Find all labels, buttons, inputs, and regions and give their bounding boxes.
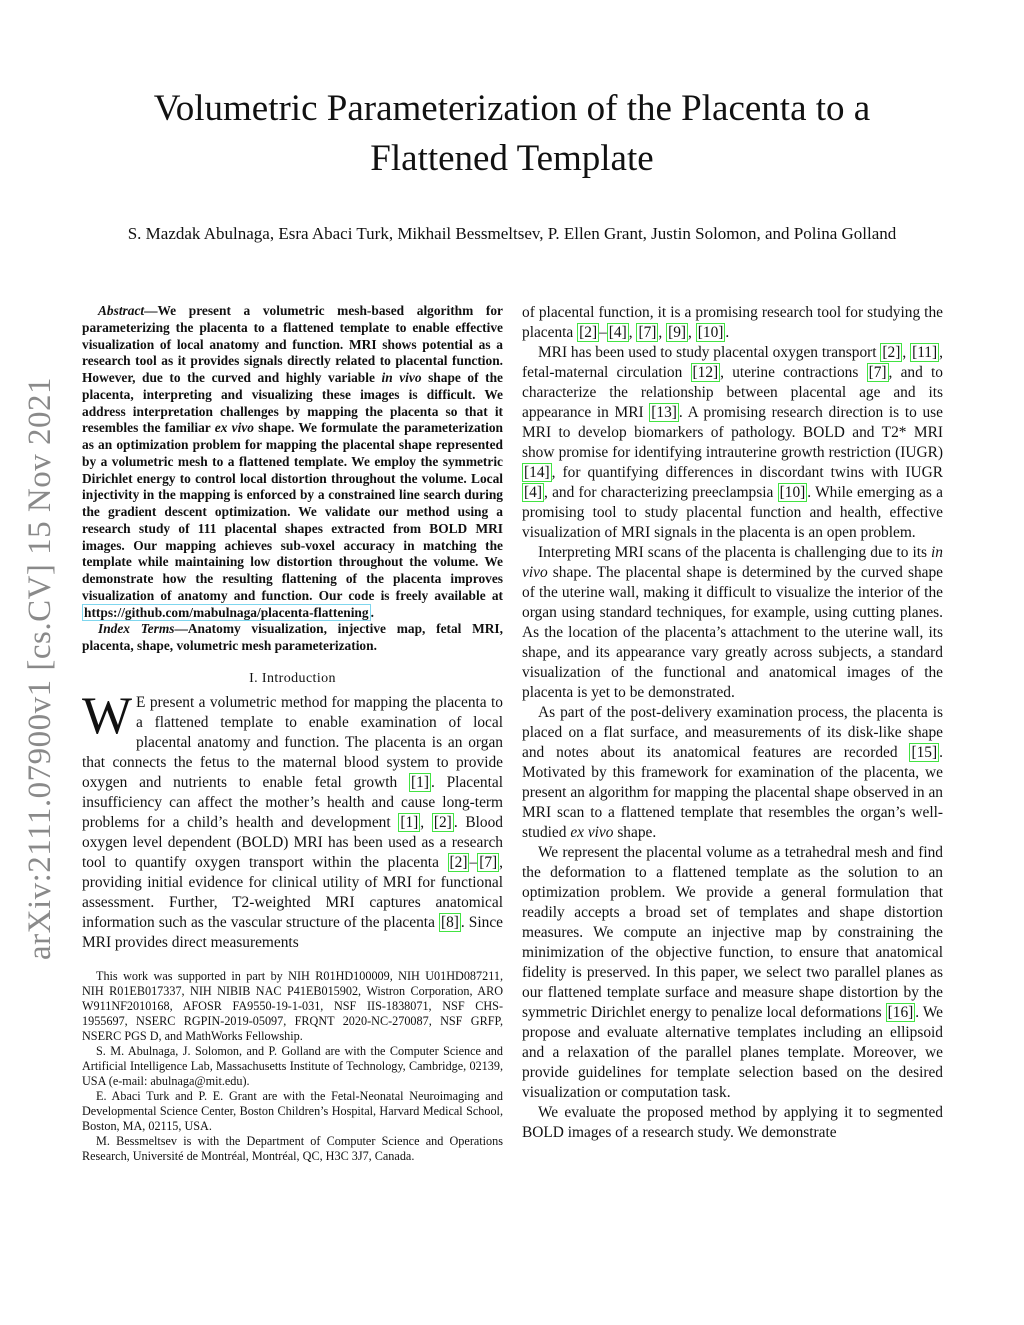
body-paragraph: We represent the placental volume as a tetrahedral mesh and find the deformation to a flattened template as the solution to an optimization problem. We provide a general formulation that readily accepts a broad set of templates and shape distortion measures. We compute an injective map by constraining the minimization of the objective function, to ensure that anatomical fidelity is preserved. In this paper, we select two parallel planes as our flattened template surface and measure shape distortion by the symmetric Dirichlet energy to penalize local deformations [16] . We propose and evaluate alternative templates including an ellipsoid and a relaxation of the parallel planes template. Moreover, we provide guidelines for template selection based on the desired visualization or computation task. — [522, 844, 943, 1101]
section-heading: I. Introduction — [249, 670, 336, 686]
citation-link[interactable]: [10] — [779, 484, 806, 501]
citation-link[interactable]: [2] — [449, 853, 468, 871]
author-list: S. Mazdak Abulnaga, Esra Abaci Turk, Mikhail Bessmeltsev, P. Ellen Grant, Justin Solomon, and Polina Golland — [127, 224, 897, 243]
footnote: M. Bessmeltsev is with the Department of Computer Science and Operations Research, Université de Montréal, Montréal, QC, H3C 3J7, Canada. — [82, 1133, 503, 1163]
citation-link[interactable]: [11] — [912, 344, 938, 361]
citation-link[interactable]: [12] — [692, 364, 719, 381]
paper-title — [60, 84, 964, 184]
citation-link[interactable]: [2] — [433, 813, 452, 831]
citation-link[interactable]: [1] — [400, 813, 419, 831]
citation-link[interactable]: [16] — [887, 1004, 914, 1021]
drop-cap: W — [82, 686, 133, 745]
body-paragraph: Interpreting MRI scans of the placenta is challenging due to its in vivo shape. The placental shape is determined by the curved shape of the uterine wall, making it difficult to visualize the interior of the organ using standard techniques, for example, using cutting planes. As the location of the placenta’s attachment to the uterine wall, its shape, and its appearance vary greatly across subjects, a standard visualization of the functional and anatomical images of the placenta is yet to be demonstrated. — [522, 544, 943, 701]
citation-link[interactable]: [4] — [608, 324, 627, 341]
footnote: S. M. Abulnaga, J. Solomon, and P. Golland are with the Computer Science and Artificial Intelligence Lab, Massachusetts Institute of Technology, Cambridge, 02139, USA (e-mail: abulnaga@mit.edu). — [82, 1043, 503, 1088]
index-terms: Index Terms—Anatomy visualization, injective map, fetal MRI, placenta, shape, volumetric mesh parameterization. — [82, 621, 503, 653]
citation-link[interactable]: [14] — [524, 464, 550, 481]
body-paragraph: As part of the post-delivery examination process, the placenta is placed on a flat surface, and measurements of its disk-like shape and notes about its anatomical features are recorded [15] . Motivated by this framework for examination of the placenta, we present an algorithm for mapping the placental shape observed in an MRI scan to a flattened template that resembles the organ’s well-studied ex vivo shape. — [522, 704, 943, 841]
footnote: E. Abaci Turk and P. E. Grant are with the Fetal-Neonatal Neuroimaging and Developmental Science Center, Boston Children’s Hospital, Harvard Medical School, Boston, MA, 02115, USA. — [82, 1088, 503, 1133]
citation-link[interactable]: [2] — [882, 344, 901, 361]
citation-link[interactable]: [13] — [651, 404, 677, 421]
citation-link[interactable]: [2] — [579, 324, 598, 341]
title-line-2: Flattened Template — [370, 138, 654, 179]
citation-link[interactable]: [1] — [411, 773, 429, 791]
code-link[interactable]: https://github.com/mabulnaga/placenta-flattening — [84, 604, 369, 620]
footnote: This work was supported in part by NIH R01HD100009, NIH U01HD087211, NIH R01EB017337, NIH NIBIB NAC P41EB015902, Wistron Corporation, ARO W911NF2010168, AFOSR FA9550-19-1-031, NSF IIS-1838071, NSF CHS-1955697, NSERC RGPIN-2019-05097, FRQNT 2020-NC-270087, NSF GRFP, NSERC PGS D, and MathWorks Fellowship. — [82, 968, 503, 1043]
body-paragraph: We evaluate the proposed method by applying it to segmented BOLD images of a research study. We demonstrate — [522, 1104, 943, 1141]
body-paragraph: of placental function, it is a promising research tool for studying the placenta [2] – [4] , [7] , [9] , [10] . — [522, 304, 943, 341]
citation-link[interactable]: [7] — [479, 853, 498, 871]
intro-paragraph: W E present a volumetric method for mapping the placenta to a flattened template to enable examination of local placental anatomy and function. The placenta is an organ that connects the fetus to the maternal blood system to provide oxygen and nutrients to enable fetal growth [1] . Placental insufficiency can affect the mother’s health and cause long-term problems for a child’s health and development [1] , [2] . Blood oxygen level dependent (BOLD) MRI has been used as a research tool to quantify oxygen transport within the placenta [2] – [7] , providing initial evidence for clinical utility of MRI for functional assessment. Further, T2-weighted MRI captures anatomical information such as the vascular structure of the placenta [8] . Since MRI provides direct measurements — [82, 686, 503, 951]
footnotes — [82, 969, 503, 1164]
citation-link[interactable]: [10] — [697, 324, 724, 341]
citation-link[interactable]: [4] — [524, 484, 542, 501]
citation-link[interactable]: [9] — [668, 324, 687, 341]
arxiv-stamp: arXiv:2111.07900v1 [cs.CV] 15 Nov 2021 — [22, 377, 58, 960]
citation-link[interactable]: [7] — [868, 364, 887, 381]
abstract-label: Abstract — [98, 303, 145, 318]
index-terms-label: Index Terms — [98, 621, 175, 637]
title-line-1: Volumetric Parameterization of the Placenta to a — [153, 88, 871, 129]
citation-link[interactable]: [7] — [638, 324, 657, 341]
abstract: Abstract—We present a volumetric mesh-based algorithm for parameterizing the placenta to a flattened template to enable effective visualization of local anatomy and function. MRI shows potential as a research tool as it provides signals directly related to placental function. However, due to the curved and highly variable in vivo shape of the placenta, interpreting and visualizing these images is difficult. We address interpretation challenges by mapping the placenta so that it resembles the familiar ex vivo shape. We formulate the parameterization as an optimization problem for mapping the placental shape represented by a volumetric mesh to a flattened template. We employ the symmetric Dirichlet energy to control local distortion throughout the volume. Local injectivity in the mapping is enforced by a constrained line search during the gradient descent optimization. We validate our method using a research study of 111 placental shapes extracted from BOLD MRI images. Our mapping achieves sub-voxel accuracy in matching the template while maintaining low distortion throughout the volume. We demonstrate how the resulting flattening of the placenta improves visualization of anatomy and function. Our code is freely available at https://github.com/mabulnaga/placenta-flattening . — [82, 303, 503, 620]
citation-link[interactable]: [15] — [911, 744, 938, 761]
left-column — [82, 303, 503, 1164]
body-paragraph: MRI has been used to study placental oxygen transport [2] , [11] , fetal-maternal circulation [12] , uterine contractions [7] , and to characterize the relationship between placental age and its appearance in MRI [13] . A promising research direction is to use MRI to develop biomarkers of pathology. BOLD and T2* MRI show promise for identifying intrauterine growth restriction (IUGR) [14] , for quantifying differences in discordant twins with IUGR [4] , and for characterizing preeclampsia [10] . While emerging as a promising tool to study placental function and health, effective visualization of MRI signals in the placenta is an open problem. — [522, 344, 944, 541]
right-column — [522, 303, 943, 1143]
citation-link[interactable]: [8] — [440, 913, 459, 931]
